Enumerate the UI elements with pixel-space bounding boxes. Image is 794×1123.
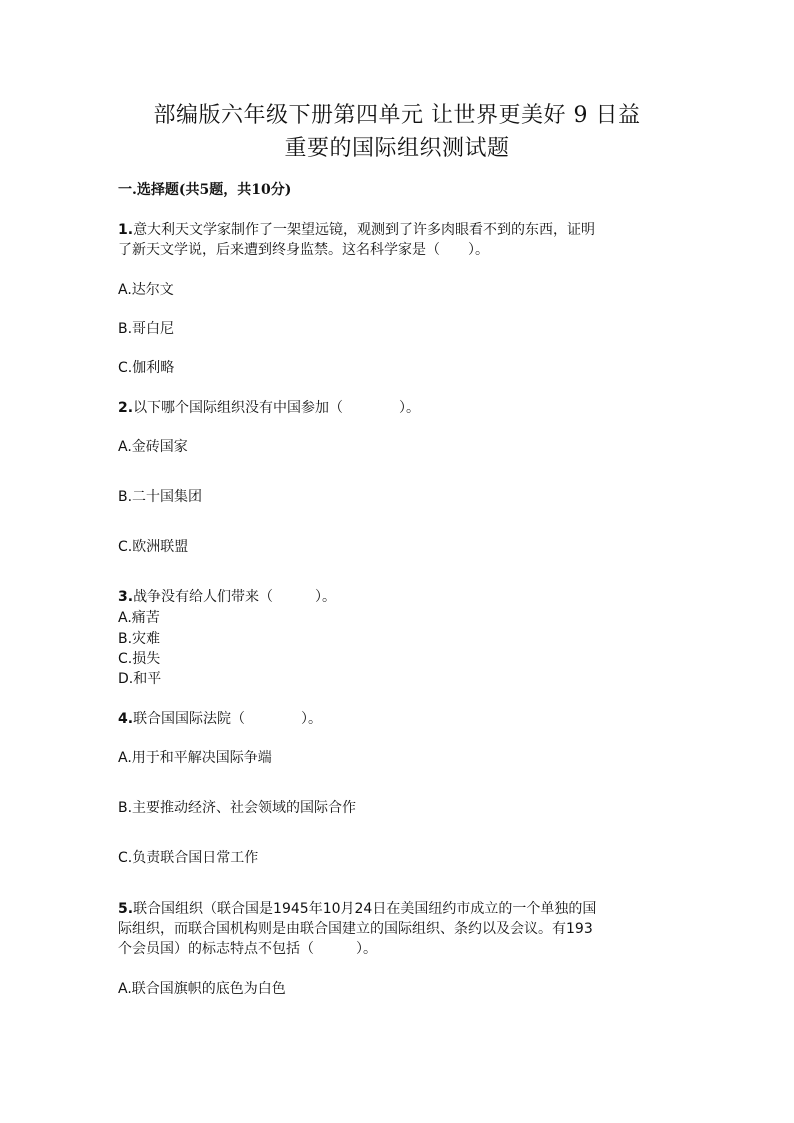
question-3-number: 3. [118,589,134,605]
question-5-stem-line-3: 个会员国）的标志特点不包括（ ）。 [118,941,377,957]
question-4-stem-line-1 [118,708,322,728]
doc-title-line-1: 部编版六年级下册第四单元 让世界更美好 9 日益 [153,103,641,128]
question-3-text-1: 战争没有给人们带来（ ）。 [133,589,337,605]
question-4-option-c: C.负责联合国日常工作 [118,850,259,866]
question-2-option-b: B.二十国集团 [118,489,203,505]
question-5-stem-line-2: 际组织，而联合国机构则是由联合国建立的国际组织、条约以及会议。有193 [118,921,593,937]
question-1-stem-line-1 [118,219,595,239]
question-1-option-a: A.达尔文 [118,282,174,298]
question-3-option-c: C.损失 [118,651,161,667]
question-3-stem-line-1 [118,586,336,606]
question-4-option-a: A.用于和平解决国际争端 [118,750,272,766]
question-5-stem-line-1 [118,898,596,918]
question-4-option-b: B.主要推动经济、社会领域的国际合作 [118,800,357,816]
question-5-option-a: A.联合国旗帜的底色为白色 [118,981,286,997]
doc-title-line-2: 重要的国际组织测试题 [284,136,510,161]
section-heading: 一.选择题(共5题，共10分) [118,182,292,198]
question-3-option-a: A.痛苦 [118,610,160,626]
question-4-text-1: 联合国国际法院（ ）。 [133,711,323,727]
question-2-number: 2. [118,400,134,416]
question-5-text-1: 联合国组织（联合国是1945年10月24日在美国纽约市成立的一个单独的国 [133,901,597,917]
question-4-number: 4. [118,711,134,727]
question-3-option-d: D.和平 [118,671,162,687]
question-1-option-b: B.哥白尼 [118,321,175,337]
question-5-number: 5. [118,901,134,917]
question-1-option-c: C.伽利略 [118,360,175,376]
question-2-text-1: 以下哪个国际组织没有中国参加（ ）。 [133,400,421,416]
question-2-stem-line-1 [118,397,420,417]
question-3-option-b: B.灾难 [118,631,161,647]
question-2-option-c: C.欧洲联盟 [118,539,189,555]
question-2-option-a: A.金砖国家 [118,439,188,455]
question-1-number: 1. [118,222,134,238]
question-1-stem-line-2: 了新天文学说，后来遭到终身监禁。这名科学家是（ ）。 [118,242,489,258]
question-1-text-1: 意大利天文学家制作了一架望远镜，观测到了许多肉眼看不到的东西，证明 [133,222,596,238]
